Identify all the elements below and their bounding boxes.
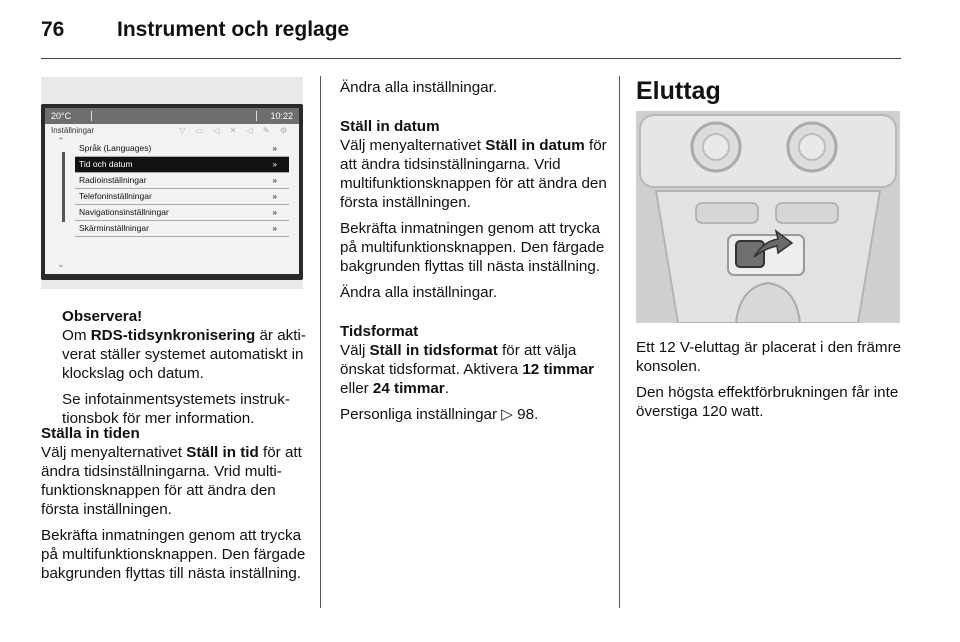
power-outlet-text <box>636 338 902 428</box>
note-paragraph: Se infotainmentsystemets instruk-tionsbok för mer information. <box>62 391 290 427</box>
column-3-heading <box>636 76 902 113</box>
clock-readout: 10:22 <box>270 111 293 121</box>
column-2 <box>340 78 612 431</box>
menu-item-label: Skärminställningar <box>79 223 149 233</box>
page-ref-icon: ▷ <box>501 406 518 423</box>
menu-item[interactable] <box>75 157 289 173</box>
paragraph: Ett 12 V-eluttag är placerat i den främre konsolen. <box>636 339 902 375</box>
paragraph: Välj menyalternativet Ställ in datum för att ändra tidsinställningarna. Vrid multifunktionsknappen för att ändra den första inställningen. <box>340 137 607 211</box>
screen-subtitle <box>45 124 299 138</box>
section-heading: Ställ in datum <box>340 118 440 135</box>
note-paragraph: Om RDS-tidsynkronisering är akti-verat ställer systemet automatiskt in klockslag och datum. <box>62 327 306 382</box>
screen-bezel <box>41 104 303 280</box>
infotainment-screen-figure <box>41 77 303 289</box>
section-heading: Tidsformat <box>340 323 419 340</box>
page-number: 76 <box>41 18 65 41</box>
chevron-up-icon: ⌃ <box>57 136 65 146</box>
status-icons: ▽ ▭ ◁ ✕ ◁ ✎ ⚙ <box>179 126 291 135</box>
chevron-right-icon: » <box>272 176 277 185</box>
paragraph: Välj Ställ in tidsformat för att välja önskat tidsformat. Aktivera 12 timmar eller 24 timmar. <box>340 342 595 397</box>
header-rule <box>41 58 901 59</box>
paragraph: Bekräfta inmatningen genom att trycka på multifunktionsknappen. Den färgade bakgrunden flyttas till nästa inställning. <box>340 220 605 275</box>
paragraph: Den högsta effektförbrukningen får inte överstiga 120 watt. <box>636 384 899 420</box>
section-heading: Ställa in tiden <box>41 425 140 442</box>
chevron-right-icon: » <box>272 192 277 201</box>
menu-item[interactable] <box>75 205 289 221</box>
paragraph: Personliga inställningar ▷ 98. <box>340 406 539 423</box>
paragraph: Välj menyalternativet Ställ in tid för att ändra tidsinställningarna. Vrid multi-funktionsknappen för att ändra den första inställningen. <box>41 444 302 518</box>
scroll-indicator <box>53 136 73 269</box>
menu-item-label: Tid och datum <box>79 159 133 169</box>
paragraph: Bekräfta inmatningen genom att trycka på multifunktionsknappen. Den färgade bakgrunden flyttas till nästa inställning. <box>41 527 306 582</box>
power-outlet-console-illustration <box>636 111 900 323</box>
menu-item[interactable] <box>75 173 289 189</box>
chevron-down-icon: ⌄ <box>57 259 65 269</box>
chevron-right-icon: » <box>272 224 277 233</box>
section-title: Eluttag <box>636 77 721 105</box>
column-divider <box>320 76 321 608</box>
menu-item-label: Radioinställningar <box>79 175 147 185</box>
screen-display <box>45 108 299 274</box>
menu-item[interactable] <box>75 141 289 157</box>
note-block <box>62 307 312 435</box>
page-reference[interactable]: 98 <box>517 406 535 423</box>
column-divider <box>619 76 620 608</box>
chevron-right-icon: » <box>272 208 277 217</box>
temperature-readout: 20°C <box>51 111 72 121</box>
menu-item[interactable] <box>75 221 289 237</box>
chevron-right-icon: » <box>272 160 277 169</box>
settings-menu <box>75 141 289 237</box>
settings-title: Inställningar <box>51 126 95 135</box>
paragraph: Ändra alla inställningar. <box>340 79 498 96</box>
chevron-right-icon: » <box>272 144 277 153</box>
menu-item[interactable] <box>75 189 289 205</box>
status-bar <box>45 108 299 124</box>
menu-item-label: Språk (Languages) <box>79 143 152 153</box>
note-heading: Observera! <box>62 308 143 325</box>
paragraph: Ändra alla inställningar. <box>340 284 498 301</box>
menu-item-label: Navigationsinställningar <box>79 207 169 217</box>
page-header <box>41 18 349 42</box>
set-time-section <box>41 424 313 590</box>
page-title: Instrument och reglage <box>117 18 350 41</box>
menu-item-label: Telefoninställningar <box>79 191 152 201</box>
